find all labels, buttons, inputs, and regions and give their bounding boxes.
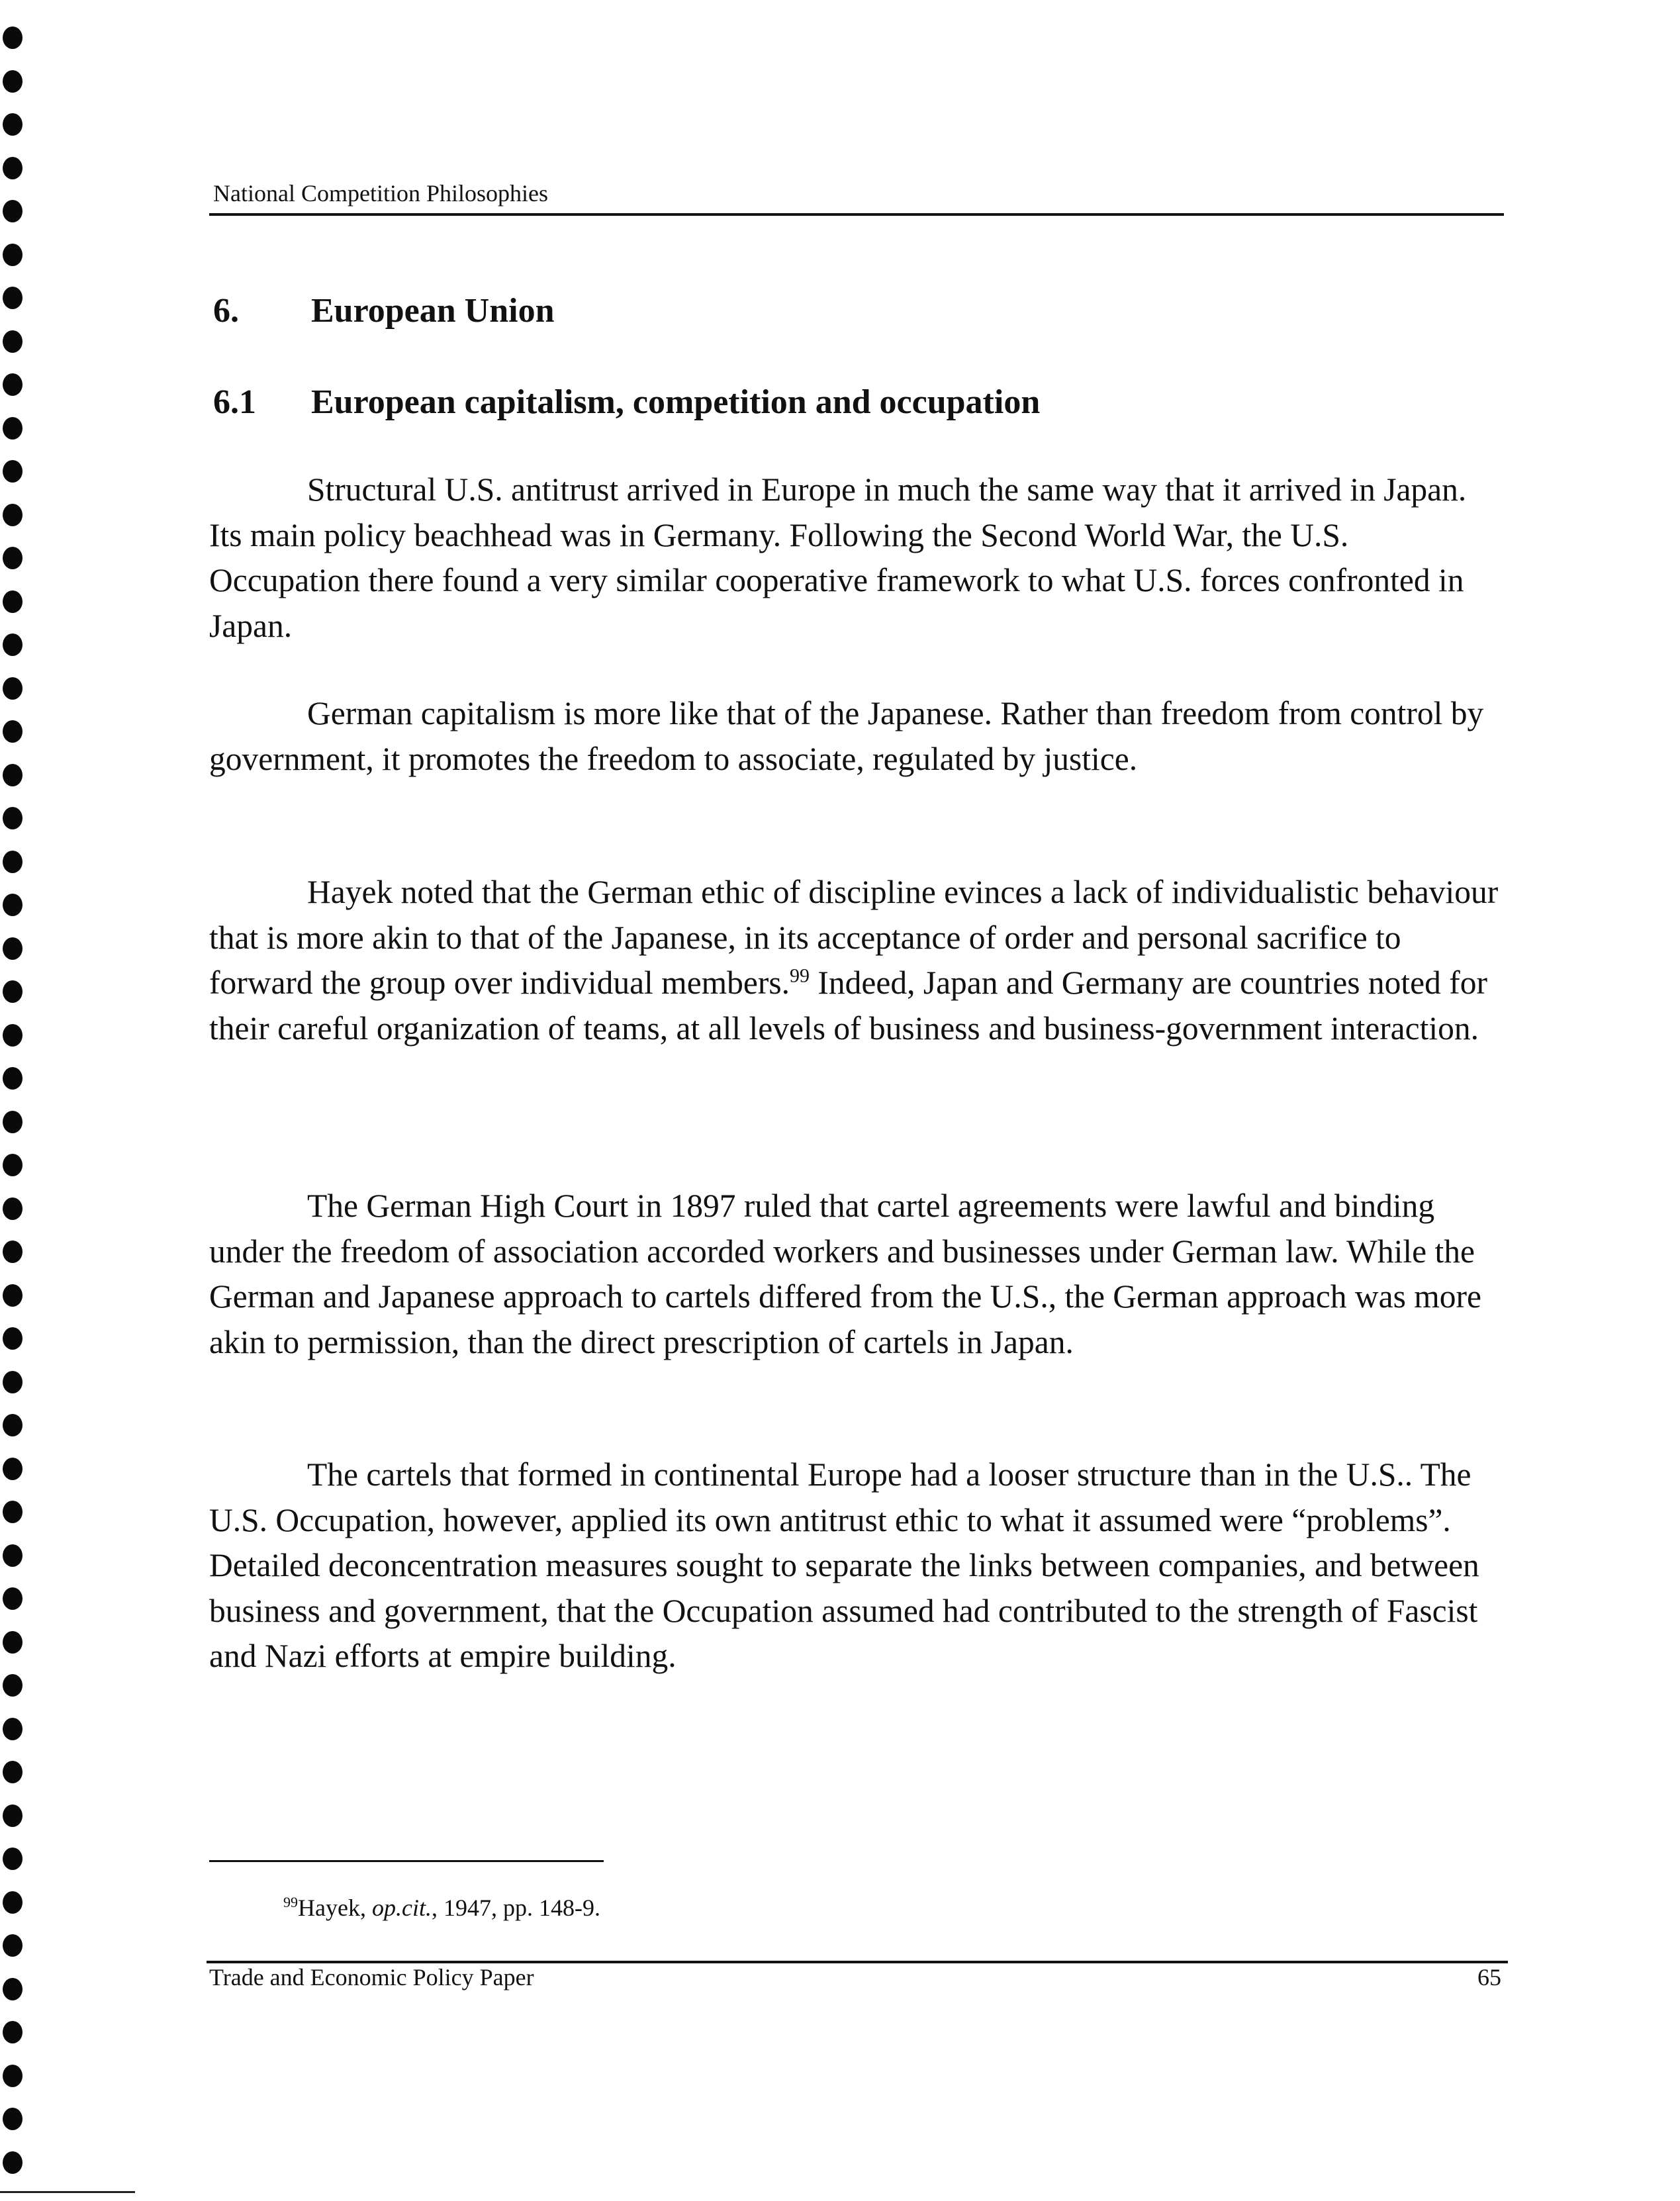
paragraph-3-text-after: Indeed, Japan and Germany are countries noted for their careful organization of teams, at all levels of business and business-government interaction. (209, 964, 1487, 1047)
footnote-rest: , 1947, pp. 148-9. (431, 1895, 600, 1921)
binding-hole (3, 1891, 23, 1914)
footnote-reference: 99 (790, 964, 810, 987)
binding-hole (3, 1414, 23, 1436)
binding-hole (3, 590, 23, 613)
footnote-op-cit: op.cit. (371, 1895, 432, 1921)
header-rule (209, 213, 1504, 216)
scan-edge-mark (0, 2191, 135, 2193)
binding-hole (3, 1978, 23, 2000)
footnote-mark: 99 (283, 1894, 298, 1910)
binding-hole (3, 1804, 23, 1827)
section-title: European Union (311, 292, 555, 330)
footer-title: Trade and Economic Policy Paper (209, 1964, 534, 1990)
running-head: National Competition Philosophies (213, 180, 548, 207)
page-number: 65 (1477, 1964, 1501, 1990)
binding-hole (3, 547, 23, 569)
paragraph-5: The cartels that formed in continental Europe had a looser structure than in the U.S.. The U.S. Occupation, however, applied its own antitrust ethic to what it assumed were “problems”. Detailed deconcentration measures sought to separate the links between companies, and between business and government, that the Occupation assumed had contributed to the strength of Fascist and Nazi efforts at empire building. (209, 1456, 1479, 1674)
binding-hole (3, 417, 23, 440)
binding-hole (3, 244, 23, 266)
binding-hole (3, 2065, 23, 2087)
binding-hole (3, 1848, 23, 1870)
binding-hole (3, 70, 23, 93)
binding-hole (3, 1761, 23, 1783)
paragraph-2: German capitalism is more like that of the Japanese. Rather than freedom from control by government, it promotes the freedom to associate, regulated by justice. (209, 695, 1484, 777)
paragraph-1: Structural U.S. antitrust arrived in Europe in much the same way that it arrived in Japan. Its main policy beachhead was in Germany. Following the Second World War, the U.S. Occupation there found a very similar cooperative framework to what U.S. forces confronted in Japan. (209, 471, 1467, 644)
binding-hole (3, 200, 23, 222)
binding-hole (3, 1458, 23, 1480)
paragraph-4: The German High Court in 1897 ruled that cartel agreements were lawful and binding under the freedom of association accorded workers and businesses under German law. While the German and Japanese approach to cartels differed from the U.S., the German approach was more akin to permission, than the direct prescription of cartels in Japan. (209, 1188, 1481, 1360)
section-heading (213, 291, 555, 331)
binding-hole (3, 1154, 23, 1176)
binding-hole (3, 1067, 23, 1090)
binding-hole (3, 677, 23, 700)
footnote (283, 1893, 600, 1922)
binding-hole (3, 113, 23, 136)
section-number: 6. (213, 292, 239, 330)
binding-hole (3, 373, 23, 396)
subsection-title: European capitalism, competition and occupation (311, 383, 1041, 421)
subsection-heading (213, 383, 1040, 422)
binding-hole (3, 1674, 23, 1697)
binding-hole (3, 330, 23, 353)
binding-hole (3, 894, 23, 916)
binding-hole (3, 720, 23, 743)
binding-hole (3, 1371, 23, 1393)
binding-hole (3, 1934, 23, 1957)
footnote-author: Hayek, (298, 1895, 372, 1921)
binding-hole (3, 1327, 23, 1350)
binding-hole (3, 937, 23, 960)
binding-hole (3, 633, 23, 656)
binding-hole (3, 504, 23, 526)
binding-hole (3, 26, 23, 49)
binding-hole (3, 157, 23, 179)
binding-hole (3, 1587, 23, 1610)
binding-hole (3, 807, 23, 829)
binding-hole (3, 1501, 23, 1523)
paragraph-3-text-before: Hayek noted that the German ethic of discipline evinces a lack of individualistic behaviour that is more akin to that of the Japanese, in its acceptance of order and personal sacrifice to forward the group over individual members. (209, 874, 1499, 1001)
binding-hole (3, 851, 23, 873)
binding-hole (3, 1284, 23, 1307)
binding-hole (3, 2021, 23, 2043)
binding-hole (3, 287, 23, 309)
binding-hole (3, 1718, 23, 1740)
binding-hole (3, 764, 23, 786)
binding-hole (3, 1241, 23, 1263)
binding-hole (3, 1024, 23, 1047)
binding-hole (3, 1111, 23, 1133)
footnote-separator (209, 1860, 604, 1862)
binding-hole (3, 2151, 23, 2174)
binding-holes (0, 0, 33, 2201)
binding-hole (3, 1544, 23, 1567)
subsection-number: 6.1 (213, 383, 256, 421)
binding-hole (3, 1197, 23, 1220)
binding-hole (3, 980, 23, 1003)
binding-hole (3, 1631, 23, 1654)
binding-hole (3, 2108, 23, 2130)
paragraph-3 (209, 870, 1507, 1051)
binding-hole (3, 460, 23, 483)
